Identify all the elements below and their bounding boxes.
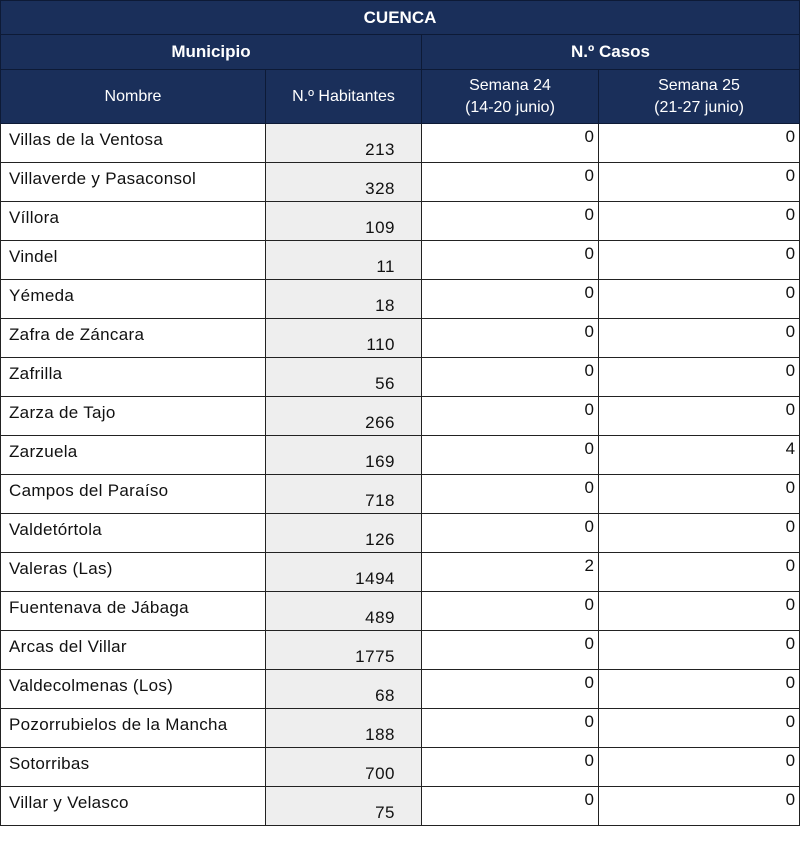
municipio-name: Campos del Paraíso	[1, 475, 266, 514]
municipio-name: Valdetórtola	[1, 514, 266, 553]
semana25-value: 0	[599, 163, 800, 202]
habitantes-header: N.º Habitantes	[266, 70, 422, 124]
table-row	[1, 436, 800, 475]
semana25-dates: (21-27 junio)	[654, 98, 744, 116]
municipio-name: Valdecolmenas (Los)	[1, 670, 266, 709]
semana25-value: 0	[599, 280, 800, 319]
table-row	[1, 202, 800, 241]
semana25-value: 4	[599, 436, 800, 475]
semana24-value: 0	[422, 475, 599, 514]
semana24-value: 0	[422, 436, 599, 475]
municipio-name: Villar y Velasco	[1, 787, 266, 826]
table-row	[1, 787, 800, 826]
semana24-value: 0	[422, 631, 599, 670]
semana24-dates: (14-20 junio)	[465, 98, 555, 116]
table-row	[1, 709, 800, 748]
semana25-value: 0	[599, 358, 800, 397]
habitantes-value: 126	[266, 514, 422, 553]
habitantes-value: 18	[266, 280, 422, 319]
table-row	[1, 475, 800, 514]
habitantes-value: 75	[266, 787, 422, 826]
table-row	[1, 670, 800, 709]
semana24-value: 0	[422, 670, 599, 709]
semana24-header	[422, 70, 599, 124]
semana24-value: 0	[422, 397, 599, 436]
municipio-name: Pozorrubielos de la Mancha	[1, 709, 266, 748]
municipio-name: Sotorribas	[1, 748, 266, 787]
habitantes-value: 1775	[266, 631, 422, 670]
table-row	[1, 163, 800, 202]
habitantes-value: 110	[266, 319, 422, 358]
habitantes-value: 213	[266, 124, 422, 163]
semana25-header	[599, 70, 800, 124]
semana25-value: 0	[599, 592, 800, 631]
habitantes-value: 68	[266, 670, 422, 709]
habitantes-value: 169	[266, 436, 422, 475]
municipio-name: Zarzuela	[1, 436, 266, 475]
semana25-value: 0	[599, 709, 800, 748]
table-row	[1, 124, 800, 163]
semana24-value: 0	[422, 358, 599, 397]
semana25-value: 0	[599, 553, 800, 592]
habitantes-value: 56	[266, 358, 422, 397]
table-title: CUENCA	[1, 1, 800, 35]
municipio-name: Valeras (Las)	[1, 553, 266, 592]
semana24-value: 0	[422, 787, 599, 826]
semana24-value: 0	[422, 202, 599, 241]
habitantes-value: 109	[266, 202, 422, 241]
semana24-value: 0	[422, 709, 599, 748]
table-row	[1, 358, 800, 397]
habitantes-value: 11	[266, 241, 422, 280]
semana25-value: 0	[599, 319, 800, 358]
semana25-value: 0	[599, 475, 800, 514]
habitantes-value: 328	[266, 163, 422, 202]
habitantes-value: 1494	[266, 553, 422, 592]
table-row	[1, 553, 800, 592]
table-row	[1, 592, 800, 631]
habitantes-value: 266	[266, 397, 422, 436]
municipio-name: Zafrilla	[1, 358, 266, 397]
semana25-value: 0	[599, 241, 800, 280]
semana25-value: 0	[599, 397, 800, 436]
municipio-name: Fuentenava de Jábaga	[1, 592, 266, 631]
table-row	[1, 280, 800, 319]
semana25-label: Semana 25	[658, 76, 740, 94]
municipio-header: Municipio	[1, 35, 422, 70]
municipio-name: Zarza de Tajo	[1, 397, 266, 436]
municipio-name: Vindel	[1, 241, 266, 280]
table-row	[1, 319, 800, 358]
table-row	[1, 748, 800, 787]
table-row	[1, 397, 800, 436]
municipio-name: Yémeda	[1, 280, 266, 319]
semana24-label: Semana 24	[469, 76, 551, 94]
semana24-value: 0	[422, 514, 599, 553]
semana24-value: 0	[422, 241, 599, 280]
semana24-value: 2	[422, 553, 599, 592]
semana24-value: 0	[422, 280, 599, 319]
semana24-value: 0	[422, 592, 599, 631]
municipio-name: Arcas del Villar	[1, 631, 266, 670]
habitantes-value: 718	[266, 475, 422, 514]
semana25-value: 0	[599, 670, 800, 709]
municipio-name: Víllora	[1, 202, 266, 241]
table-body	[1, 124, 800, 826]
semana24-value: 0	[422, 319, 599, 358]
casos-header: N.º Casos	[422, 35, 800, 70]
municipio-name: Zafra de Záncara	[1, 319, 266, 358]
municipio-name: Villaverde y Pasaconsol	[1, 163, 266, 202]
semana24-value: 0	[422, 163, 599, 202]
semana25-value: 0	[599, 202, 800, 241]
semana25-value: 0	[599, 124, 800, 163]
habitantes-value: 188	[266, 709, 422, 748]
table-row	[1, 631, 800, 670]
nombre-header: Nombre	[1, 70, 266, 124]
semana25-value: 0	[599, 787, 800, 826]
semana25-value: 0	[599, 748, 800, 787]
table-row	[1, 241, 800, 280]
semana24-value: 0	[422, 124, 599, 163]
semana24-value: 0	[422, 748, 599, 787]
habitantes-value: 489	[266, 592, 422, 631]
municipio-name: Villas de la Ventosa	[1, 124, 266, 163]
habitantes-value: 700	[266, 748, 422, 787]
table-row	[1, 514, 800, 553]
semana25-value: 0	[599, 514, 800, 553]
semana25-value: 0	[599, 631, 800, 670]
